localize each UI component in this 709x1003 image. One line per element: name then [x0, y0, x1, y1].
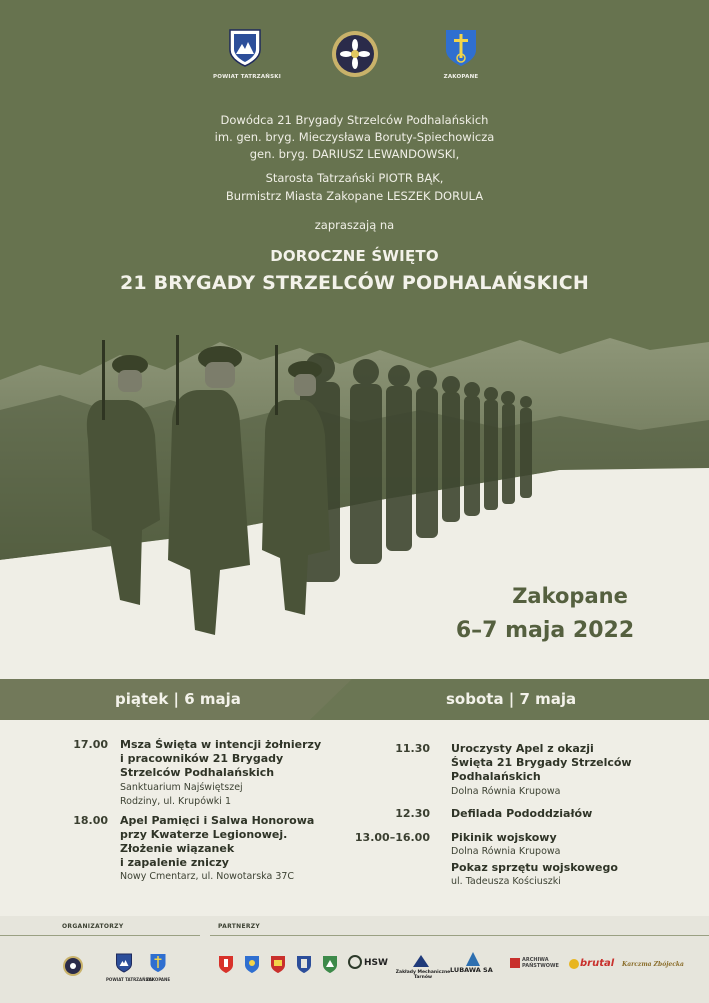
intro-line-3: gen. bryg. DARIUSZ LEWANDOWSKI,: [249, 147, 460, 161]
location-line: Nowy Cmentarz, ul. Nowotarska 37C: [120, 871, 295, 882]
intro-line-5: Burmistrz Miasta Zakopane LESZEK DORULA: [225, 189, 484, 203]
zakopane-caption: ZAKOPANE: [443, 74, 479, 80]
brutal-logo-icon: [569, 959, 579, 969]
brigade-emblem: [330, 30, 380, 82]
title-line: Defilada Pododdziałów: [451, 807, 593, 820]
title-line: Apel Pamięci i Salwa Honorowa: [120, 814, 315, 827]
day1-item1-title: [120, 738, 321, 780]
zakopane-logo: [435, 28, 487, 80]
day2-item2-time: 12.30: [395, 807, 430, 820]
event-dates: 6–7 maja 2022: [455, 618, 635, 643]
location-line: Dolna Równia Krupowa: [451, 846, 561, 857]
intro-line-1: Dowódca 21 Brygady Strzelców Podhalańskich: [220, 113, 489, 127]
zakopane-crest-icon: [444, 28, 478, 68]
hsw-logo-text: HSW: [364, 958, 388, 968]
day2-header: sobota | 7 maja: [446, 690, 577, 708]
zmt-logo-text: Zakłady Mechaniczne Tarnów: [395, 970, 451, 980]
day1-item2-time: 18.00: [73, 814, 108, 827]
day1-item2-location: [120, 870, 294, 884]
title-line: Święta 21 Brygady Strzelców: [451, 756, 632, 769]
partner-crest-4-icon: [296, 955, 312, 974]
day1-item1-location: [120, 781, 243, 809]
day1-header: piątek | 6 maja: [115, 690, 241, 708]
intro-line-2: im. gen. bryg. Mieczysława Boruty-Spiechowicza: [214, 130, 495, 144]
partners-label: PARTNERZY: [218, 923, 261, 930]
location-line: ul. Tadeusza Kościuszki: [451, 876, 561, 887]
zmt-logo-icon: [413, 955, 429, 967]
partner-crest-5-icon: [322, 955, 338, 974]
organizers-divider: [0, 935, 200, 936]
event-title-line-1: DOROCZNE ŚWIĘTO: [270, 247, 439, 265]
powiat-caption: POWIAT TATRZAŃSKI: [213, 74, 281, 80]
title-line: Złożenie wiązanek: [120, 842, 235, 855]
day2-item2-title: [451, 807, 592, 821]
partner-crest-2-icon: [244, 955, 260, 974]
day2-item3-time: 13.00–16.00: [354, 831, 430, 844]
event-city: Zakopane: [512, 584, 628, 608]
day2-item1-title: [451, 742, 632, 784]
schedule-day-band: [0, 679, 709, 720]
organizers-label: ORGANIZATORZY: [62, 923, 124, 930]
title-line: Uroczysty Apel z okazji: [451, 742, 594, 755]
day2-item3-title: [451, 831, 557, 845]
location-line: Dolna Równia Krupowa: [451, 786, 561, 797]
day2-item1-time: 11.30: [395, 742, 430, 755]
brutal-logo-text: brutal: [580, 958, 615, 969]
zakopane-footer-logo: [146, 953, 170, 982]
partner-crest-1-icon: [218, 955, 234, 974]
brigade-footer-logo-icon: [62, 955, 84, 977]
karczma-logo-text: Karczma Zbójecka: [622, 961, 684, 968]
powiat-crest-icon: [228, 28, 262, 68]
title-line: Pikinik wojskowy: [451, 831, 557, 844]
title-line: Msza Święta w intencji żołnierzy: [120, 738, 322, 751]
title-line: Podhalańskich: [451, 770, 541, 783]
archiwa-logo-text: ARCHIWA PAŃSTWOWE: [522, 957, 559, 969]
invite-text: zapraszają na: [314, 218, 395, 232]
title-line: i zapalenie zniczy: [120, 856, 229, 869]
powiat-footer-crest-icon: [115, 953, 133, 973]
zakopane-footer-crest-icon: [149, 953, 167, 973]
title-line: przy Kwaterze Legionowej.: [120, 828, 288, 841]
lubawa-logo-text: LUBAWA SA: [450, 966, 493, 974]
day2-item4-location: [451, 875, 561, 889]
day2-item1-location: [451, 785, 560, 799]
hsw-logo-icon: [348, 955, 362, 969]
partner-crest-3-icon: [270, 955, 286, 974]
title-line: i pracowników 21 Brygady: [120, 752, 284, 765]
title-line: Pokaz sprzętu wojskowego: [451, 861, 618, 874]
edelweiss-emblem-icon: [331, 30, 379, 78]
powiat-footer-caption: POWIAT TATRZAŃSKI: [106, 977, 153, 982]
partners-divider: [210, 935, 709, 936]
powiat-logo: [213, 28, 281, 80]
location-line: Rodziny, ul. Krupówki 1: [120, 796, 231, 807]
powiat-footer-logo: [106, 953, 153, 982]
soldiers-illustration: [80, 330, 580, 660]
event-title-line-2: 21 BRYGADY STRZELCÓW PODHALAŃSKICH: [119, 272, 590, 294]
archiwa-logo-icon: [510, 958, 520, 968]
zakopane-footer-caption: ZAKOPANE: [146, 977, 171, 982]
day2-item3-location: [451, 845, 560, 859]
day1-item2-title: [120, 814, 314, 870]
intro-line-4: Starosta Tatrzański PIOTR BĄK,: [265, 171, 444, 185]
day1-item1-time: 17.00: [73, 738, 108, 751]
location-line: Sanktuarium Najświętszej: [120, 782, 243, 793]
lubawa-logo-icon: [466, 952, 480, 966]
title-line: Strzelców Podhalańskich: [120, 766, 275, 779]
day2-item4-title: [451, 861, 618, 875]
